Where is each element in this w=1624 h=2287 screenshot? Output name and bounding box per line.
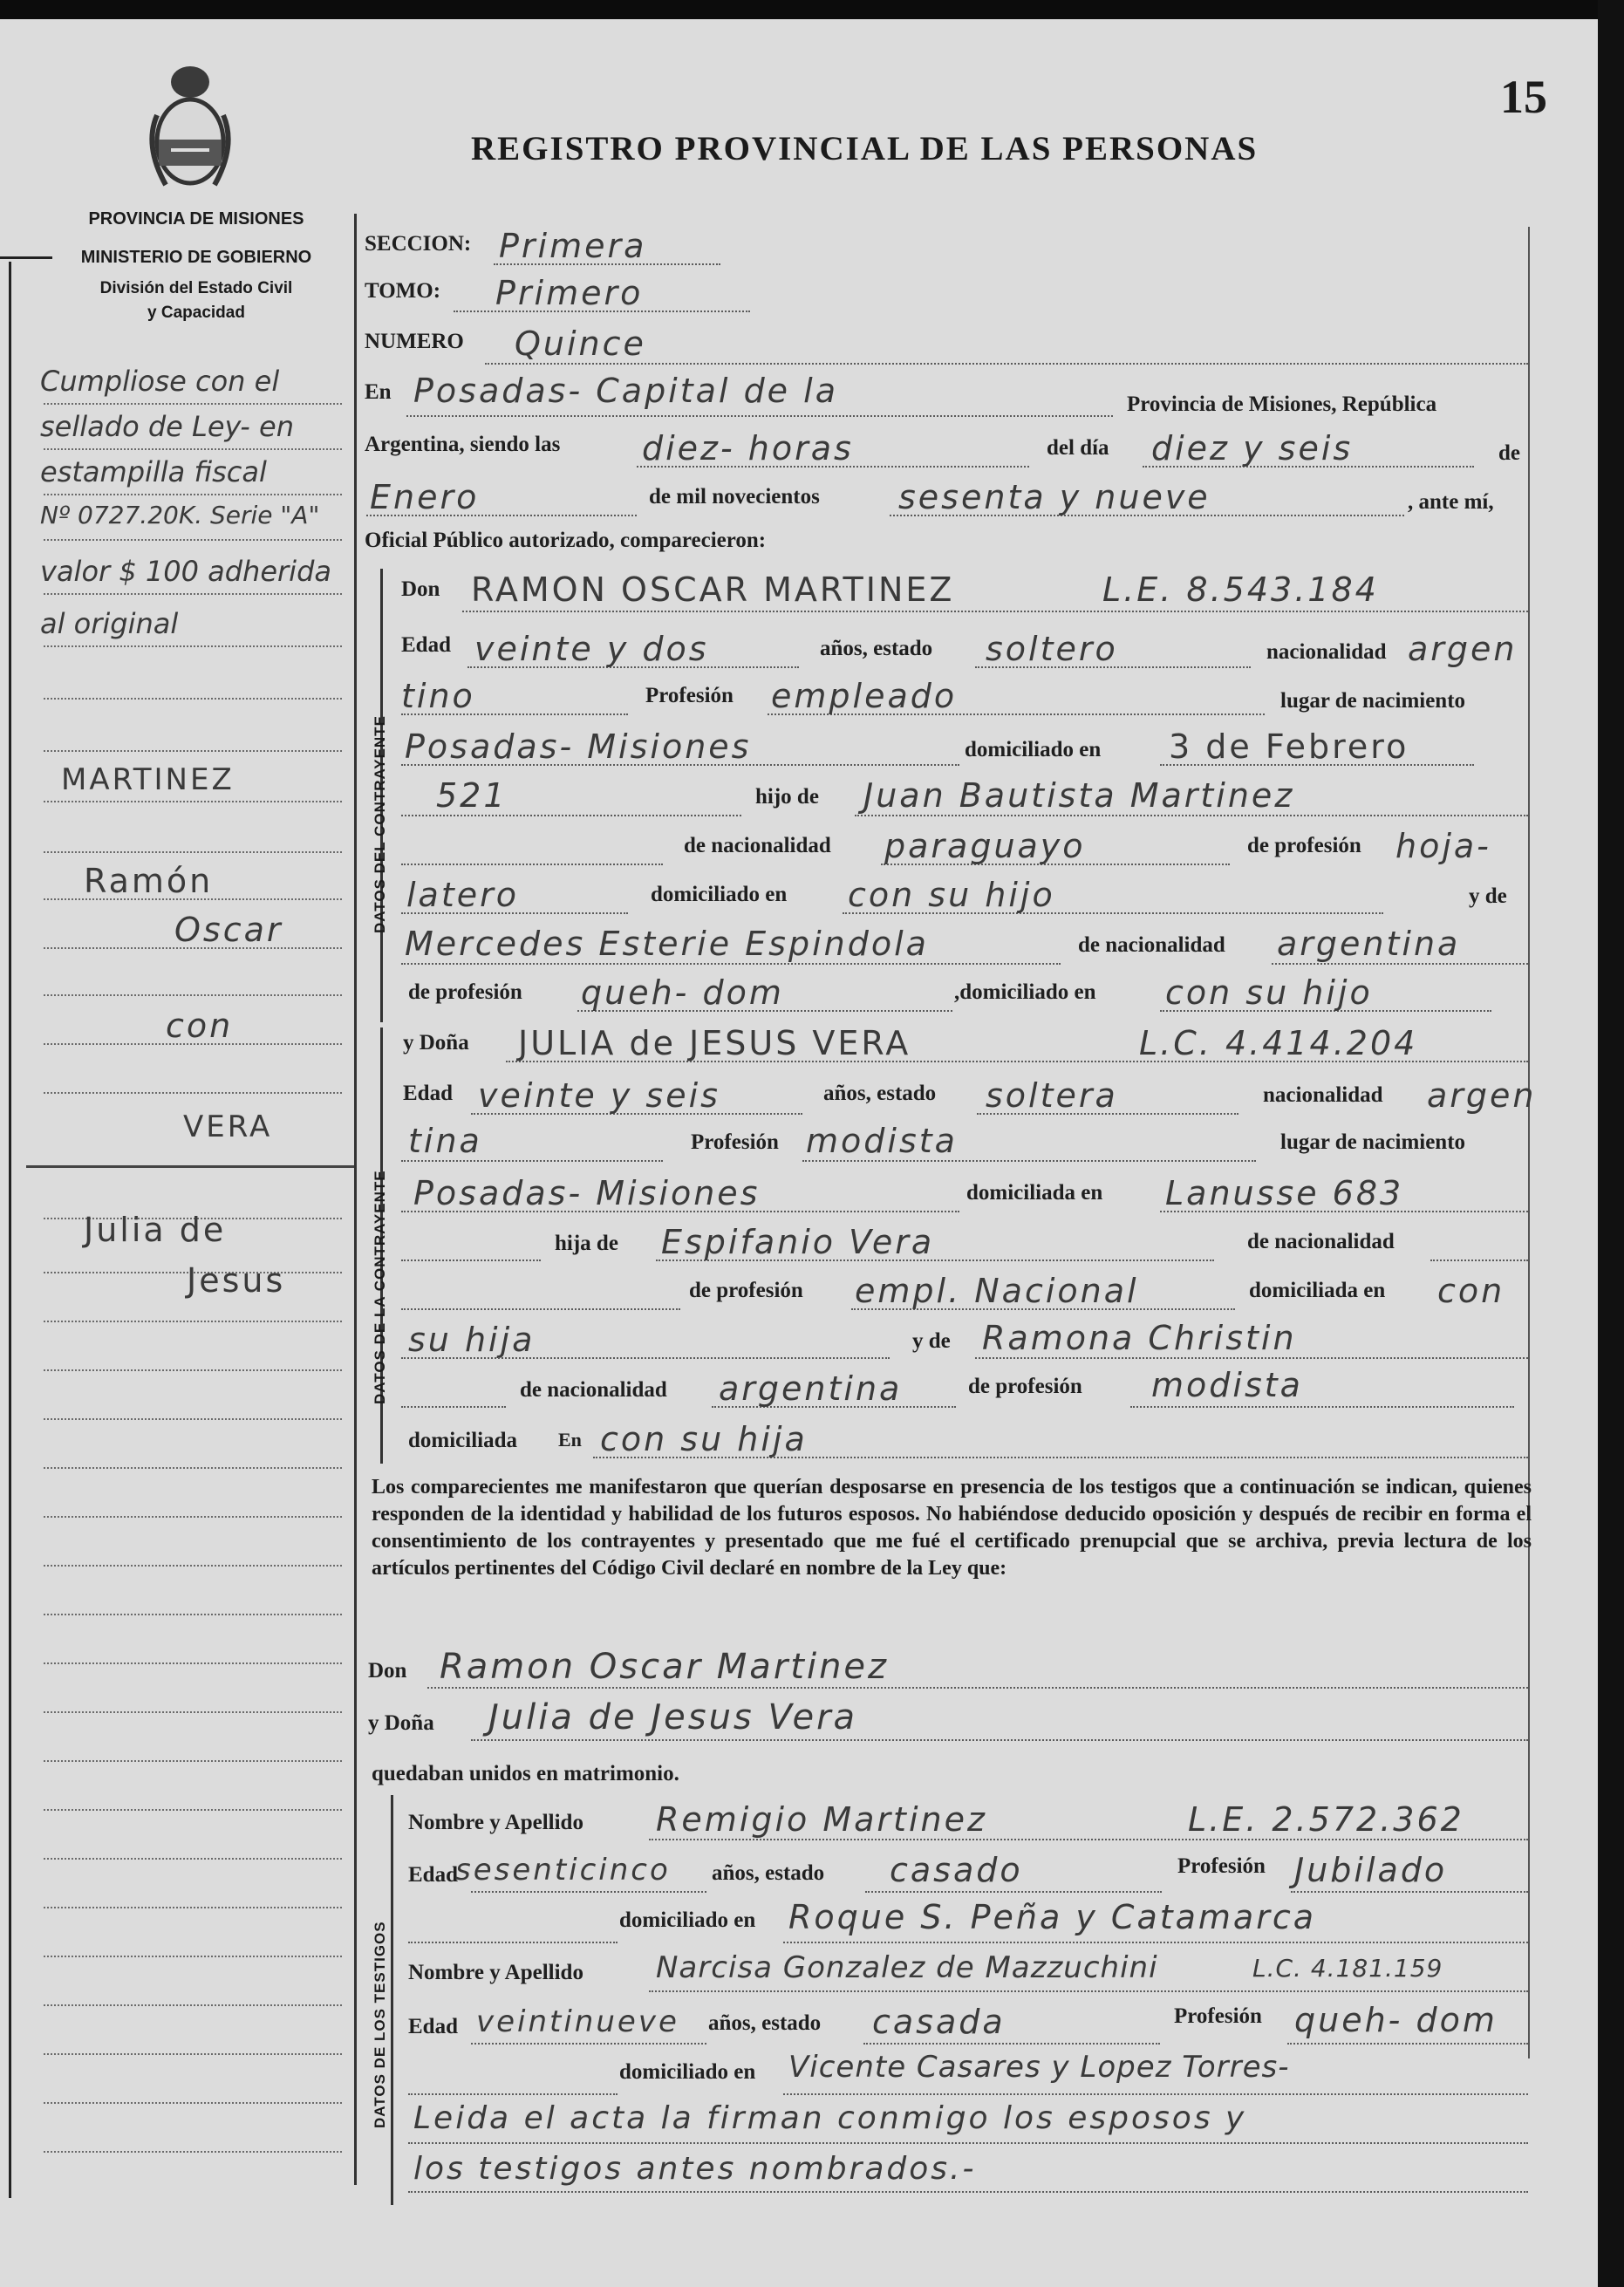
lugar-nac-label: lugar de nacimiento xyxy=(1280,1130,1466,1154)
margin-line xyxy=(44,1614,342,1615)
estado-label: años, estado xyxy=(820,637,933,660)
dom-padre-label: domiciliada en xyxy=(1249,1279,1386,1302)
profesion-label: Profesión xyxy=(1174,2004,1262,2028)
testigo-1-estado: casado xyxy=(890,1851,1023,1889)
margin-line xyxy=(44,1467,342,1469)
margin-separator xyxy=(26,1165,354,1168)
profesion-line xyxy=(1291,1891,1528,1893)
estado-label: años, estado xyxy=(823,1082,937,1105)
padre-blank-line xyxy=(401,1260,541,1261)
margin-line xyxy=(44,2053,342,2055)
margin-line xyxy=(44,1956,342,1957)
contrayente-estado: soltero xyxy=(986,630,1118,668)
estado-line xyxy=(865,1891,1162,1893)
dona-line xyxy=(471,1739,1528,1741)
contrayenta-edad: veinte y seis xyxy=(478,1076,720,1115)
edad-label: Edad xyxy=(408,1863,458,1887)
edad-label: Edad xyxy=(408,2015,458,2038)
ministry-header: MINISTERIO DE GOBIERNO xyxy=(80,248,312,267)
tomo-label: TOMO: xyxy=(365,279,441,303)
seccion-label: SECCION: xyxy=(365,232,472,256)
margin-line xyxy=(44,494,342,495)
domicilio-blank xyxy=(408,2093,618,2095)
margin-rule xyxy=(0,256,52,259)
y-dona-label: y Doña xyxy=(403,1031,469,1055)
contrayente-domicilio: 3 de Febrero xyxy=(1169,727,1409,766)
edad-line xyxy=(471,1891,706,1893)
anio-value: sesenta y nueve xyxy=(898,478,1211,516)
tomo-value: Primero xyxy=(495,274,644,312)
nacionalidad-label: nacionalidad xyxy=(1266,640,1387,664)
estado-label: años, estado xyxy=(712,1861,825,1885)
testigo-2-profesion: queh- dom xyxy=(1294,2001,1498,2039)
division-header-2: y Capacidad xyxy=(147,304,245,322)
contrayenta-padre: Espifanio Vera xyxy=(661,1223,935,1261)
nombre-apellido-label: Nombre y Apellido xyxy=(408,1811,583,1834)
margin-line xyxy=(44,593,342,595)
domicilio-line xyxy=(783,1942,1528,1943)
margin-line xyxy=(44,539,342,541)
margin-line xyxy=(44,1858,342,1860)
margin-note-line: estampilla fiscal xyxy=(40,455,267,488)
domicilio-line-2 xyxy=(401,815,741,816)
mes-value: Enero xyxy=(370,478,480,516)
prof-padre-label: de profesión xyxy=(1247,834,1361,857)
margin-line xyxy=(44,1516,342,1518)
oficial-label: Oficial Público autorizado, comparecieron: xyxy=(365,529,767,552)
contrayente-documento: L.E. 8.543.184 xyxy=(1102,570,1379,609)
margin-conjunction: con xyxy=(166,1007,234,1045)
contrayenta-domicilio: Lanusse 683 xyxy=(1165,1174,1404,1212)
numero-value: Quince xyxy=(515,324,646,363)
testigo-1-profesion: Jubilado xyxy=(1294,1851,1448,1889)
hija-label: hija de xyxy=(555,1232,618,1255)
estado-line xyxy=(863,2043,1160,2045)
declaracion-don: Ramon Oscar Martinez xyxy=(440,1647,890,1687)
margin-note-line: sellado de Ley- en xyxy=(40,410,294,443)
margin-line xyxy=(44,1418,342,1420)
prof-padre-label: de profesión xyxy=(689,1279,803,1302)
contrayente-lugar-nac: Posadas- Misiones xyxy=(405,727,752,766)
testigo-2-documento: L.C. 4.181.159 xyxy=(1252,1954,1443,1983)
nacionalidad-label: nacionalidad xyxy=(1263,1083,1383,1107)
section-label: DATOS DE LA CONTRAYENTE xyxy=(372,1170,388,1404)
margin-line xyxy=(44,2004,342,2006)
declaracion-dona: Julia de Jesus Vera xyxy=(488,1697,858,1737)
domicilio-label: domiciliado en xyxy=(619,2060,756,2084)
dona-label: y Doña xyxy=(368,1711,434,1735)
dom-padre-label: domiciliado en xyxy=(651,883,788,906)
domicilio-blank xyxy=(408,1942,618,1943)
contrayenta-padre-profesion: empl. Nacional xyxy=(855,1272,1139,1310)
margin-line xyxy=(44,851,342,853)
hijo-label: hijo de xyxy=(755,785,819,809)
contrayenta-estado: soltera xyxy=(986,1076,1118,1115)
province-header: PROVINCIA DE MISIONES xyxy=(88,209,304,229)
don-label: Don xyxy=(401,577,440,601)
y-de-label: y de xyxy=(912,1329,951,1353)
form-right-border xyxy=(1528,227,1530,2058)
dom-madre-label: domiciliada xyxy=(408,1429,518,1452)
declaration-paragraph: Los comparecientes me manifestaron que querían desposarse en presencia de los testigos que a continuación se indican, quienes responden de la identidad y habilidad de los futuros esposos. No habiéndose deducido oposición y después de recibir en forma el consentimiento de los contrayentes y presentado que me fué el certificado prenupcial que se archiva, previa lectura de los artículos pertinentes del Código Civil declaré en nombre de la Ley que: xyxy=(372,1476,1532,1580)
margin-line xyxy=(44,1565,342,1567)
contrayenta-nacionalidad-cont: tina xyxy=(408,1122,482,1160)
contrayente-padre-nacionalidad: paraguayo xyxy=(884,827,1086,865)
profesion-label: Profesión xyxy=(1177,1854,1266,1878)
margin-line xyxy=(44,403,342,405)
margin-line xyxy=(44,994,342,996)
contrayente-madre-profesion: queh- dom xyxy=(581,973,784,1012)
don-line xyxy=(427,1687,1528,1689)
coat-of-arms-icon xyxy=(140,63,241,202)
cierre-text-2: los testigos antes nombrados.- xyxy=(413,2151,977,2187)
domicilio-label: domiciliado en xyxy=(619,1908,756,1932)
margin-line xyxy=(44,2102,342,2104)
madre-line xyxy=(975,1357,1528,1359)
madre-line xyxy=(401,963,1061,965)
dia-value: diez y seis xyxy=(1151,429,1354,468)
dia-label: del día xyxy=(1047,436,1109,460)
testigo-2-edad: veintinueve xyxy=(476,2004,679,2039)
nombre-line xyxy=(462,611,1528,612)
dom-madre-en: En xyxy=(558,1429,582,1451)
contrayenta-nacionalidad: argen xyxy=(1427,1076,1537,1115)
lugar-nac-label: lugar de nacimiento xyxy=(1280,689,1466,713)
scan-top-edge xyxy=(0,0,1624,19)
contrayenta-madre-domicilio: con su hija xyxy=(600,1420,808,1458)
margin-line xyxy=(44,1662,342,1664)
lugar-line xyxy=(406,415,1113,417)
numero-label: NUMERO xyxy=(365,330,464,353)
margin-line xyxy=(44,1092,342,1094)
madre-blank xyxy=(401,1406,506,1408)
nac-madre-label: de nacionalidad xyxy=(520,1378,667,1402)
testigo-2-estado: casada xyxy=(872,2003,1006,2041)
contrayente-padre-profesion-cont: latero xyxy=(406,876,519,914)
provincia-label: Provincia de Misiones, República xyxy=(1127,393,1437,416)
margin-line xyxy=(44,1760,342,1762)
en-label: En xyxy=(365,380,392,404)
testigo-2-line xyxy=(649,1990,1528,1992)
division-header-1: División del Estado Civil xyxy=(99,279,293,297)
testigo-1-edad: sesenticinco xyxy=(455,1853,671,1888)
section-label: DATOS DEL CONTRAYENTE xyxy=(372,715,388,933)
contrayente-edad: veinte y dos xyxy=(474,630,709,668)
dom-padre-line xyxy=(401,1357,890,1359)
margin-line xyxy=(44,1369,342,1371)
margin-given-name: Ramón xyxy=(84,862,214,900)
prof-madre-label: de profesión xyxy=(968,1375,1082,1398)
binding-line xyxy=(9,262,11,2198)
testigo-2-nombre: Narcisa Gonzalez de Mazzuchini xyxy=(656,1950,1158,1985)
contrayenta-padre-domicilio-cont: su hija xyxy=(408,1321,536,1359)
hora-value: diez- horas xyxy=(642,429,854,468)
testigo-1-nombre: Remigio Martinez xyxy=(656,1800,987,1839)
contrayente-madre-nacionalidad: argentina xyxy=(1277,925,1461,963)
margin-line xyxy=(44,2151,342,2153)
nombre-apellido-label: Nombre y Apellido xyxy=(408,1961,583,1984)
margin-surname: MARTINEZ xyxy=(61,762,235,797)
siendo-label: Argentina, siendo las xyxy=(365,433,561,456)
margin-note-line: Nº 0727.20K. Serie "A" xyxy=(40,501,320,529)
margin-line xyxy=(44,1907,342,1908)
contrayenta-madre: Ramona Christin xyxy=(982,1319,1297,1357)
testigo-1-domicilio: Roque S. Peña y Catamarca xyxy=(788,1898,1317,1936)
numero-line xyxy=(485,363,1528,365)
nac-madre-line xyxy=(1272,963,1528,965)
testigo-1-documento: L.E. 2.572.362 xyxy=(1188,1800,1464,1839)
nac-padre-blank xyxy=(401,1308,680,1310)
prof-madre-line xyxy=(1130,1406,1514,1408)
contrayenta-lugar-nac: Posadas- Misiones xyxy=(413,1174,761,1212)
edad-label: Edad xyxy=(401,633,451,657)
cierre-line-1 xyxy=(408,2142,1528,2144)
de-label: de xyxy=(1498,441,1520,465)
prof-padre-line xyxy=(401,912,628,914)
profesion-label: Profesión xyxy=(645,684,734,707)
contrayenta-madre-profesion: modista xyxy=(1151,1366,1303,1404)
nac-madre-label: de nacionalidad xyxy=(1078,933,1225,957)
contrayente-nacionalidad-cont: tino xyxy=(401,677,475,715)
domicilio-label: domiciliado en xyxy=(965,738,1102,761)
margin-note-line: valor $ 100 adherida xyxy=(40,555,331,588)
edad-label: Edad xyxy=(403,1082,453,1105)
margin-line xyxy=(44,1711,342,1713)
y-de-label: y de xyxy=(1469,884,1507,908)
contrayenta-profesion: modista xyxy=(806,1122,958,1160)
margin-line xyxy=(44,698,342,700)
quedaban-label: quedaban unidos en matrimonio. xyxy=(372,1762,679,1785)
contrayente-profesion: empleado xyxy=(771,677,958,715)
contrayente-nacionalidad: argen xyxy=(1408,630,1518,668)
margin-given-name: Jesus xyxy=(187,1261,286,1300)
scan-right-edge xyxy=(1598,0,1624,2287)
margin-given-name: Julia de xyxy=(84,1211,227,1249)
margin-line xyxy=(44,1809,342,1811)
contrayenta-nombre: JULIA de JESUS VERA xyxy=(518,1024,911,1062)
testigos-bracket xyxy=(391,1795,393,2205)
margin-line xyxy=(44,801,342,802)
contrayenta-padre-domicilio: con xyxy=(1437,1272,1505,1310)
lugar-value: Posadas- Capital de la xyxy=(413,372,838,410)
nac-padre-label: de nacionalidad xyxy=(1247,1230,1395,1253)
margin-given-name: Oscar xyxy=(174,911,283,949)
contrayenta-documento: L.C. 4.414.204 xyxy=(1139,1024,1418,1062)
contrayente-madre-domicilio: con su hijo xyxy=(1165,973,1373,1012)
cierre-text-1: Leida el acta la firman conmigo los esposos y xyxy=(413,2100,1247,2136)
nac-padre-label: de nacionalidad xyxy=(684,834,831,857)
edad-line xyxy=(471,2043,706,2045)
padre-line xyxy=(855,815,1528,816)
margin-line xyxy=(44,750,342,752)
profesion-line xyxy=(1287,2043,1528,2045)
contrayente-nombre: RAMON OSCAR MARTINEZ xyxy=(471,570,955,609)
section-label: DATOS DE LOS TESTIGOS xyxy=(372,1921,388,2128)
testigo-2-domicilio: Vicente Casares y Lopez Torres- xyxy=(788,2050,1290,2085)
dom-madre-label: ,domiciliado en xyxy=(954,980,1096,1004)
contrayente-domicilio-num: 521 xyxy=(436,776,508,815)
prof-madre-label: de profesión xyxy=(408,980,522,1004)
margin-note-line: Cumpliose con el xyxy=(40,365,280,398)
domicilio-line xyxy=(783,2093,1528,2095)
margin-divider xyxy=(354,214,357,2185)
nac-line xyxy=(401,713,628,715)
nac-padre-line xyxy=(1430,1260,1528,1261)
document-title: REGISTRO PROVINCIAL DE LAS PERSONAS xyxy=(471,130,1259,167)
padre-blank-line xyxy=(401,864,663,865)
testigo-1-line xyxy=(649,1839,1528,1840)
margin-line xyxy=(44,1321,342,1322)
margin-note-line: al original xyxy=(40,607,179,640)
profesion-line xyxy=(802,1160,1256,1162)
profesion-label: Profesión xyxy=(691,1130,779,1154)
seccion-value: Primera xyxy=(499,227,647,265)
estado-label: años, estado xyxy=(708,2011,822,2035)
margin-surname: VERA xyxy=(183,1109,273,1144)
contrayente-padre: Juan Bautista Martinez xyxy=(863,776,1295,815)
contrayente-padre-domicilio: con su hijo xyxy=(848,876,1055,914)
margin-line xyxy=(44,448,342,450)
nac-line xyxy=(401,1160,663,1162)
page-number: 15 xyxy=(1500,71,1547,123)
ante-mi-label: , ante mí, xyxy=(1408,490,1494,514)
margin-line xyxy=(44,645,342,647)
contrayente-madre: Mercedes Esterie Espindola xyxy=(405,925,929,963)
contrayente-padre-profesion: hoja- xyxy=(1395,827,1491,865)
don-label: Don xyxy=(368,1659,407,1683)
cierre-line-2 xyxy=(408,2191,1528,2193)
domicilio-label: domiciliada en xyxy=(966,1181,1103,1205)
mil-label: de mil novecientos xyxy=(649,485,820,509)
contrayenta-madre-nacionalidad: argentina xyxy=(719,1369,903,1408)
